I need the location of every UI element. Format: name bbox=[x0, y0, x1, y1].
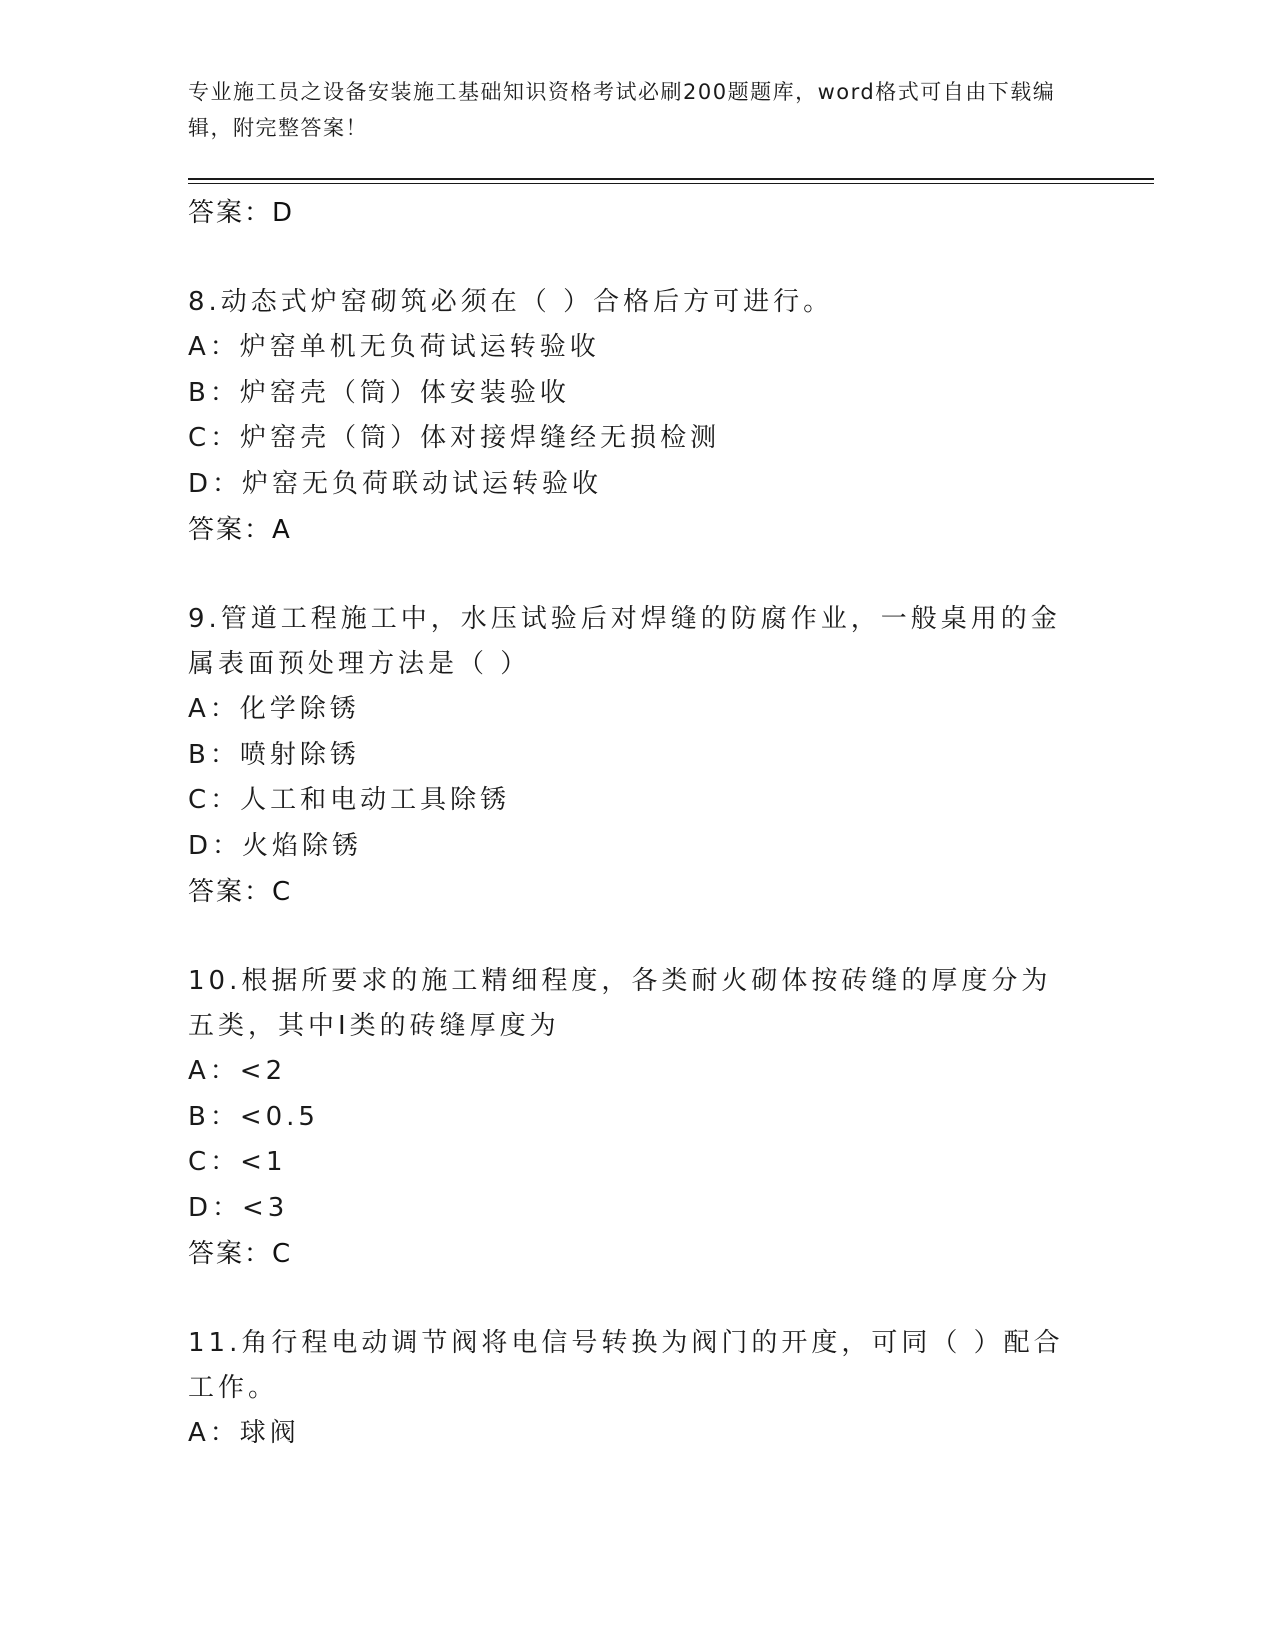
option-d: D：炉窑无负荷联动试运转验收 bbox=[188, 468, 603, 499]
document-header bbox=[188, 74, 1068, 146]
option-b: B：<0.5 bbox=[188, 1101, 319, 1132]
option-d: D：火焰除锈 bbox=[188, 830, 363, 861]
question-10 bbox=[188, 959, 1078, 1277]
previous-answer: 答案：D bbox=[188, 198, 295, 228]
option-b: B：喷射除锈 bbox=[188, 739, 360, 770]
question-8 bbox=[188, 280, 1078, 553]
option-a: A：球阀 bbox=[188, 1418, 300, 1448]
answer: 答案：A bbox=[188, 515, 292, 545]
question-text: 10.根据所要求的施工精细程度，各类耐火砌体按砖缝的厚度分为五类，其中Ⅰ类的砖缝厚度为 bbox=[188, 966, 1052, 1041]
option-a: A：<2 bbox=[188, 1056, 287, 1086]
header-divider-thin bbox=[188, 183, 1154, 184]
option-a: A：炉窑单机无负荷试运转验收 bbox=[188, 332, 600, 362]
option-d: D：<3 bbox=[188, 1192, 289, 1223]
option-c: C：炉窑壳（筒）体对接焊缝经无损检测 bbox=[188, 423, 721, 453]
option-a: A：化学除锈 bbox=[188, 694, 360, 724]
question-list bbox=[188, 188, 1078, 1457]
question-text: 9.管道工程施工中，水压试验后对焊缝的防腐作业，一般桌用的金属表面预处理方法是（ ） bbox=[188, 604, 1061, 679]
option-c: C：<1 bbox=[188, 1147, 287, 1177]
answer: 答案：C bbox=[188, 1239, 293, 1269]
option-b: B：炉窑壳（筒）体安装验收 bbox=[188, 377, 570, 408]
question-text: 8.动态式炉窑砌筑必须在（ ）合格后方可进行。 bbox=[188, 287, 834, 317]
answer: 答案：C bbox=[188, 877, 293, 907]
option-c: C：人工和电动工具除锈 bbox=[188, 785, 511, 815]
question-11 bbox=[188, 1321, 1078, 1457]
header-title: 专业施工员之设备安装施工基础知识资格考试必刷200题题库，word格式可自由下载编辑，附完整答案！ bbox=[188, 80, 1056, 140]
header-divider-thick bbox=[188, 178, 1154, 180]
question-text: 11.角行程电动调节阀将电信号转换为阀门的开度，可同（ ）配合工作。 bbox=[188, 1328, 1064, 1403]
question-9 bbox=[188, 597, 1078, 915]
